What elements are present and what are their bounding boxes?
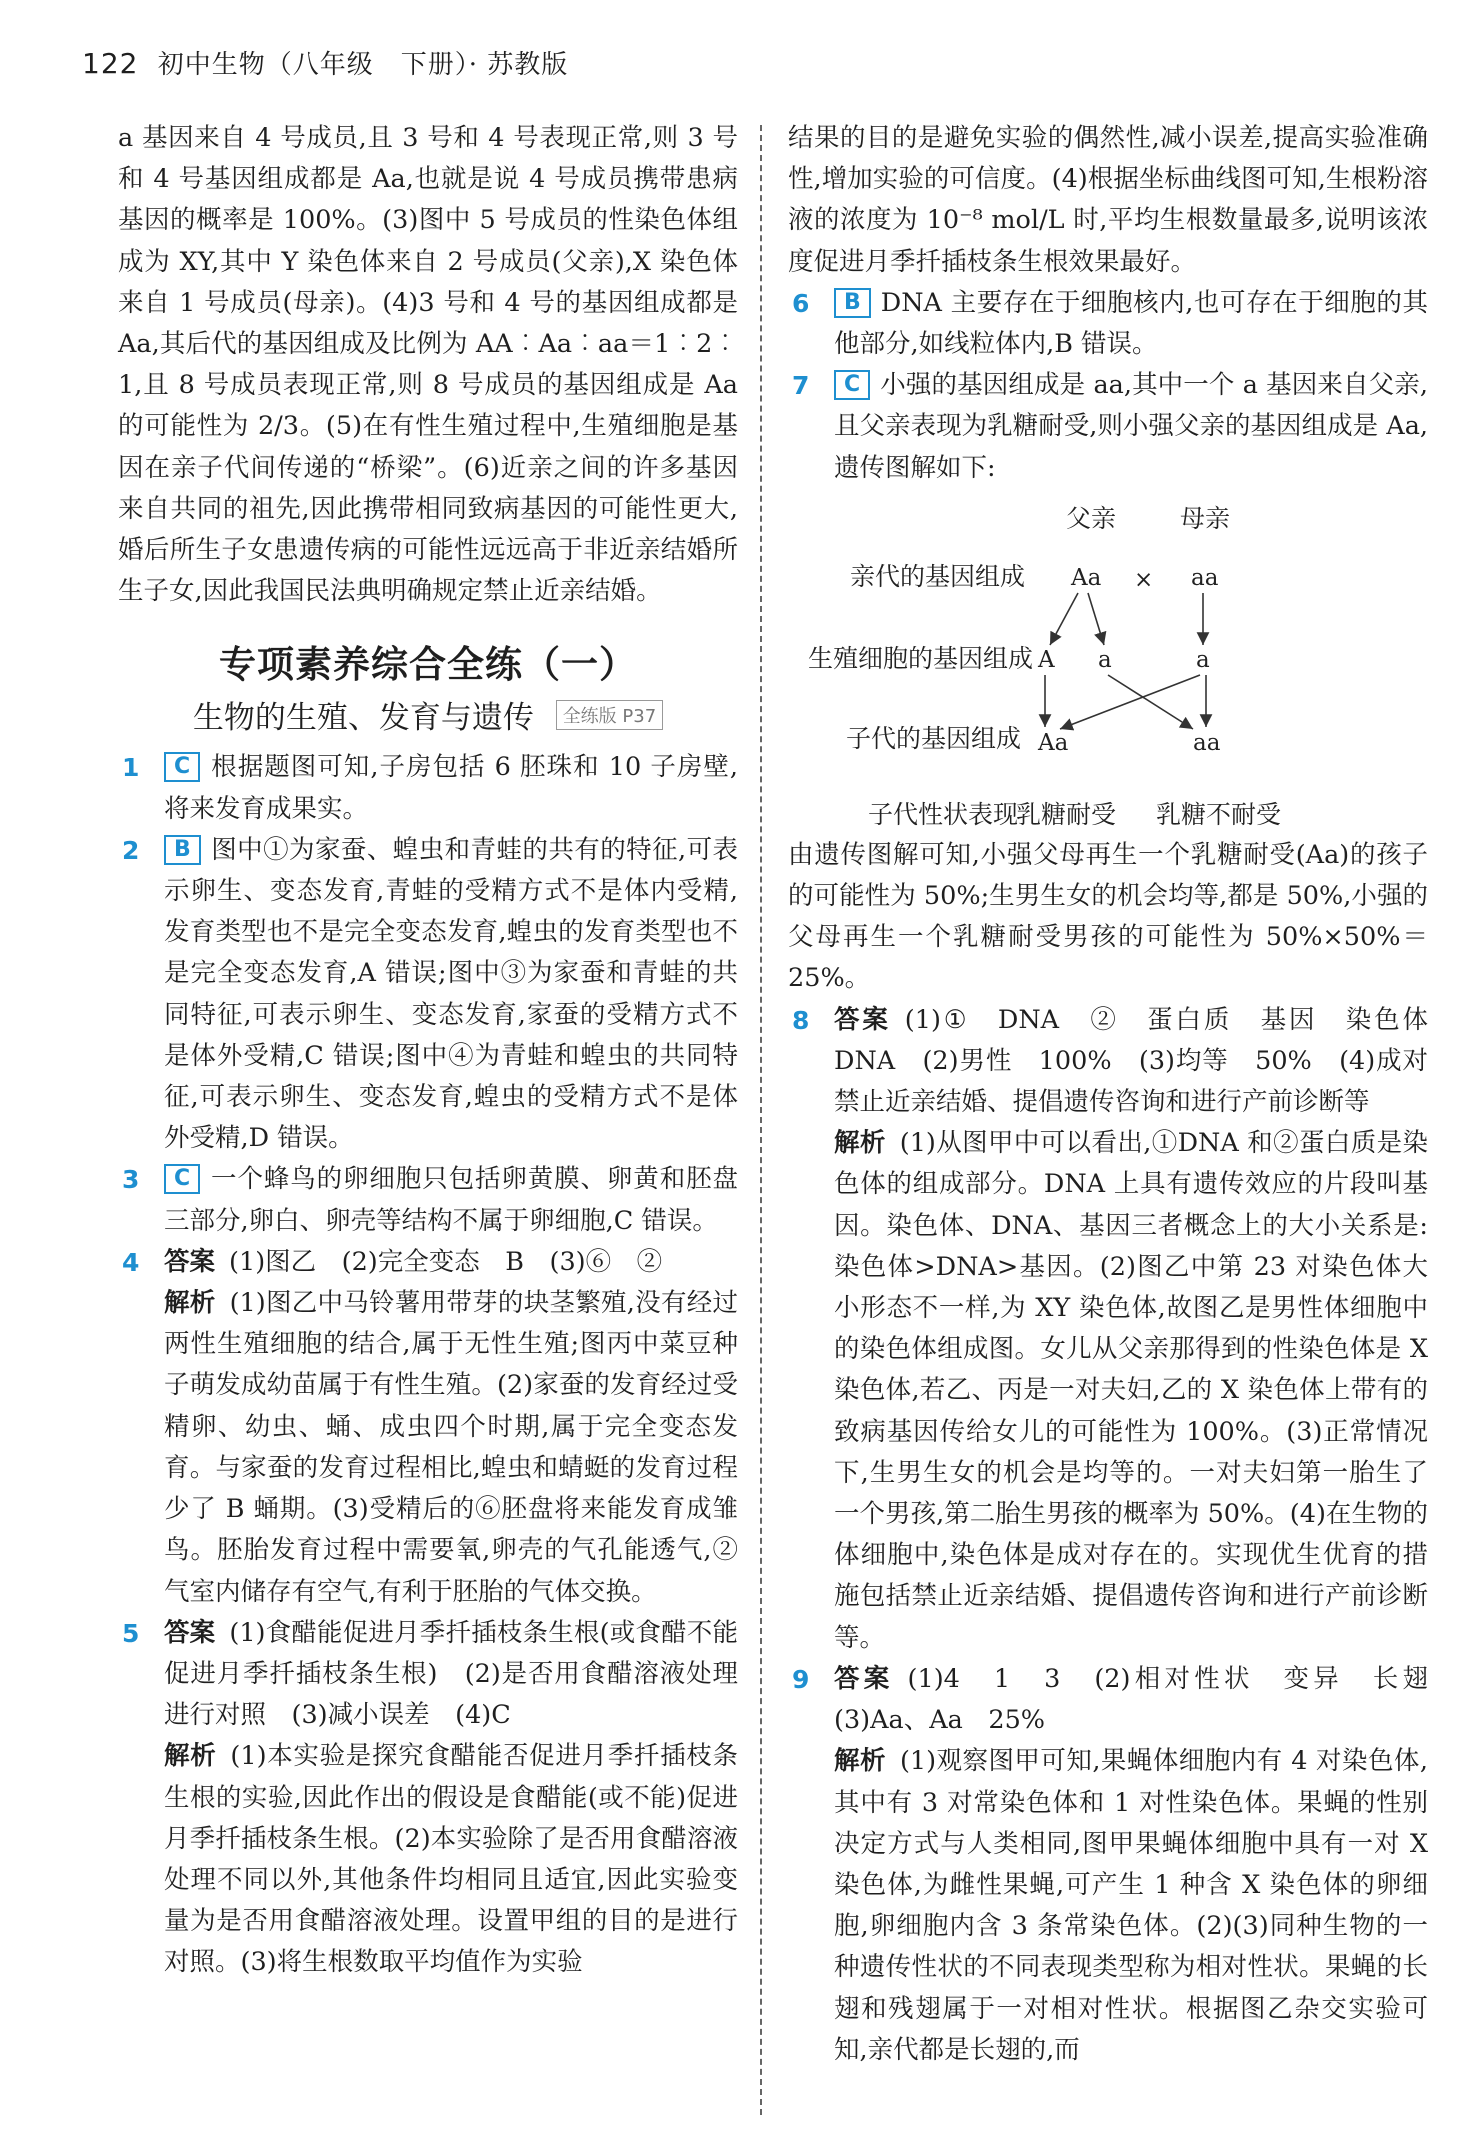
- item-text: 图中①为家蚕、蝗虫和青蛙的共有的特征,可表示卵生、变态发育,青蛙的受精方式不是体内受精,发育类型也不是完全变态发育,蝗虫的发育类型也不是完全变态发育,A 错误;图中③为家蚕和青蛙的共同特征,可表示卵生、变态发育,家蚕的受精方式不是体外受精,C 错误;图中④为青蛙和蝗虫的共同特征,可表示卵生、变态发育,蝗虫的受精方式不是体外受精,D 错误。: [164, 834, 738, 1154]
- analysis-label: 解析: [834, 1746, 886, 1777]
- analysis-text: (1)图乙中马铃薯用带芽的块茎繁殖,没有经过两性生殖细胞的结合,属于无性生殖;图丙中菜豆种子萌发成幼苗属于有性生殖。(2)家蚕的发育经过受精卵、幼虫、蛹、成虫四个时期,属于完全变态发育。与家蚕的发育过程相比,蝗虫和蜻蜓的发育过程少了 B 蛹期。(3)受精后的⑥胚盘将来能发育成雏鸟。胚胎发育过程中需要氧,卵壳的气孔能透气,②气室内储存有空气,有利于胚胎的气体交换。: [164, 1288, 738, 1607]
- item-text: 根据题图可知,子房包括 6 胚珠和 10 子房壁,将来发育成果实。: [164, 752, 738, 824]
- answer-badge: C: [834, 370, 870, 400]
- mother-label: 母亲: [1180, 503, 1231, 533]
- analysis-label: 解析: [834, 1128, 886, 1159]
- section-subtitle-text: 生物的生殖、发育与遗传: [192, 700, 534, 737]
- answer-item-6: [788, 283, 1428, 365]
- row-label-trait: 子代性状表现: [868, 799, 1019, 829]
- item-number: 1: [122, 753, 140, 783]
- inheritance-diagram-svg: [788, 495, 1428, 835]
- answer-label: 答案: [834, 1663, 894, 1694]
- item-number: 7: [792, 371, 810, 401]
- answer-badge: C: [164, 752, 200, 782]
- offspring-Aa: Aa: [1038, 729, 1069, 756]
- answer-item-9: [788, 1659, 1454, 2071]
- analysis-label: 解析: [164, 1288, 216, 1319]
- page-header: [82, 44, 568, 81]
- gamete-A: A: [1038, 646, 1055, 673]
- analysis-text: (1)观察图甲可知,果蝇体细胞内有 4 对染色体,其中有 3 对常染色体和 1 对性染色体。果蝇的性别决定方式与人类相同,图甲果蝇体细胞中具有一对 X 染色体,为雌性果蝇,可产生 1 种含 X 染色体的卵细胞,卵细胞内含 3 条常染色体。(2)(3)同种生物的一种遗传性状的不同表现类型称为相对性状。果蝇的长翅和残翅属于一对相对性状。根据图乙杂交实验可知,亲代都是长翅的,而: [834, 1746, 1428, 2065]
- father-gene: Aa: [1071, 564, 1102, 591]
- answer-badge: C: [164, 1164, 200, 1194]
- gamete-a-mother: a: [1196, 646, 1210, 673]
- item-text: 一个蜂鸟的卵细胞只包括卵黄膜、卵黄和胚盘三部分,卵白、卵壳等结构不属于卵细胞,C 错误。: [164, 1164, 738, 1236]
- left-column: [118, 118, 764, 1984]
- section-page-tag: 全练版 P37: [556, 700, 663, 730]
- answer-label: 答案: [164, 1246, 216, 1277]
- row-label-offspring: 子代的基因组成: [846, 723, 1022, 753]
- answer-item-5: [118, 1613, 764, 1984]
- analysis-label: 解析: [164, 1741, 217, 1772]
- gamete-a-father: a: [1098, 646, 1112, 673]
- answer-badge: B: [834, 288, 871, 318]
- mother-gene: aa: [1191, 564, 1219, 591]
- father-label: 父亲: [1066, 503, 1117, 533]
- right-intro-paragraph: 结果的目的是避免实验的偶然性,减小误差,提高实验准确性,增加实验的可信度。(4)根据坐标曲线图可知,生根粉溶液的浓度为 10⁻⁸ mol/L 时,平均生根数量最多,说明该浓度促进月季扦插枝条生根效果最好。: [788, 123, 1428, 277]
- row-label-parent: 亲代的基因组成: [850, 561, 1026, 591]
- trait-tolerant: 乳糖耐受: [1016, 799, 1117, 829]
- item-number: 2: [122, 835, 140, 865]
- answer-item-3: [118, 1159, 738, 1241]
- cross-symbol: ×: [1134, 566, 1154, 593]
- inheritance-diagram: [788, 495, 1428, 835]
- arrow: [1050, 593, 1078, 645]
- item-number: 4: [122, 1247, 140, 1277]
- page-number: 122: [82, 47, 139, 80]
- item-text: DNA 主要存在于细胞核内,也可存在于细胞的其他部分,如线粒体内,B 错误。: [834, 287, 1428, 360]
- row-label-gamete: 生殖细胞的基因组成: [808, 643, 1034, 673]
- item-number: 3: [122, 1165, 140, 1195]
- answer-label: 答案: [164, 1617, 216, 1648]
- book-title: 初中生物（八年级 下册）· 苏教版: [157, 50, 569, 80]
- offspring-aa: aa: [1193, 729, 1221, 756]
- answer-text: (1)4 1 3 (2)相对性状 变异 长翅 (3)Aa、Aa 25%: [834, 1663, 1454, 1736]
- section-title: 专项素养综合全练（一）: [219, 643, 637, 687]
- arrow: [1088, 593, 1104, 645]
- item-number: 9: [792, 1664, 810, 1694]
- item-text: 小强的基因组成是 aa,其中一个 a 基因来自父亲,且父亲表现为乳糖耐受,则小强父亲的基因组成是 Aa,遗传图解如下:: [834, 370, 1428, 483]
- item-number: 5: [122, 1618, 140, 1648]
- answer-item-7: [788, 365, 1428, 489]
- item-number: 6: [792, 288, 810, 318]
- section-subtitle: [118, 692, 738, 737]
- item7-conclusion: 由遗传图解可知,小强父母再生一个乳糖耐受(Aa)的孩子的可能性为 50%;生男生女的机会均等,都是 50%,小强的父母再生一个乳糖耐受男孩的可能性为 50%×50%＝25%。: [788, 839, 1428, 994]
- answer-text: (1)图乙 (2)完全变态 B (3)⑥ ②: [229, 1246, 663, 1277]
- item-number: 8: [792, 1005, 810, 1035]
- right-column: [788, 118, 1454, 2071]
- analysis-text: (1)本实验是探究食醋能否促进月季扦插枝条生根的实验,因此作出的假设是食醋能(或不能)促进月季扦插枝条生根。(2)本实验除了是否用食醋溶液处理不同以外,其他条件均相同且适宜,因此实验变量为是否用食醋溶液处理。设置甲组的目的是进行对照。(3)将生根数取平均值作为实验: [164, 1741, 738, 1978]
- answer-item-2: [118, 830, 738, 1160]
- answer-item-4: [118, 1242, 738, 1613]
- left-intro-paragraph: a 基因来自 4 号成员,且 3 号和 4 号表现正常,则 3 号和 4 号基因组成都是 Aa,也就是说 4 号成员携带患病基因的概率是 100%。(3)图中 5 号成员的性染色体组成为 XY,其中 Y 染色体来自 2 号成员(父亲),X 染色体来自 1 号成员(母亲)。(4)3 号和 4 号的基因组成都是 Aa,其后代的基因组成及比例为 AA︰Aa︰aa＝1︰2︰1,且 8 号成员表现正常,则 8 号成员的基因组成是 Aa 的可能性为 2/3。(5)在有性生殖过程中,生殖细胞是基因在亲子代间传递的“桥梁”。(6)近亲之间的许多基因来自共同的祖先,因此携带相同致病基因的可能性更大,婚后所生子女患遗传病的可能性远远高于非近亲结婚所生子女,因此我国民法典明确规定禁止近亲结婚。: [118, 123, 738, 607]
- answer-label: 答案: [834, 1004, 891, 1035]
- answer-text: (1)① DNA ② 蛋白质 基因 染色体 DNA (2)男性 100% (3)均等 50% (4)成对 禁止近亲结婚、提倡遗传咨询和进行产前诊断等: [834, 1004, 1454, 1118]
- column-divider: [760, 125, 762, 2115]
- answer-item-8: [788, 1000, 1454, 1659]
- answer-badge: B: [164, 835, 201, 865]
- analysis-text: (1)从图甲中可以看出,①DNA 和②蛋白质是染色体的组成部分。DNA 上具有遗传效应的片段叫基因。染色体、DNA、基因三者概念上的大小关系是:染色体>DNA>基因。(2)图乙中第 23 对染色体大小形态不一样,为 XY 染色体,故图乙是男性体细胞中的染色体组成图。女儿从父亲那得到的性染色体是 X 染色体,若乙、丙是一对夫妇,乙的 X 染色体上带有的致病基因传给女儿的可能性为 100%。(3)正常情况下,生男生女的机会是均等的。一对夫妇第一胎生了一个男孩,第二胎生男孩的概率为 50%。(4)在生物的体细胞中,染色体是成对存在的。实现优生优育的措施包括禁止近亲结婚、提倡遗传咨询和进行产前诊断等。: [834, 1128, 1428, 1653]
- answer-text: (1)食醋能促进月季扦插枝条生根(或食醋不能促进月季扦插枝条生根) (2)是否用食醋溶液处理 进行对照 (3)减小误差 (4)C: [164, 1617, 764, 1731]
- trait-intolerant: 乳糖不耐受: [1156, 799, 1282, 829]
- answer-item-1: [118, 747, 738, 829]
